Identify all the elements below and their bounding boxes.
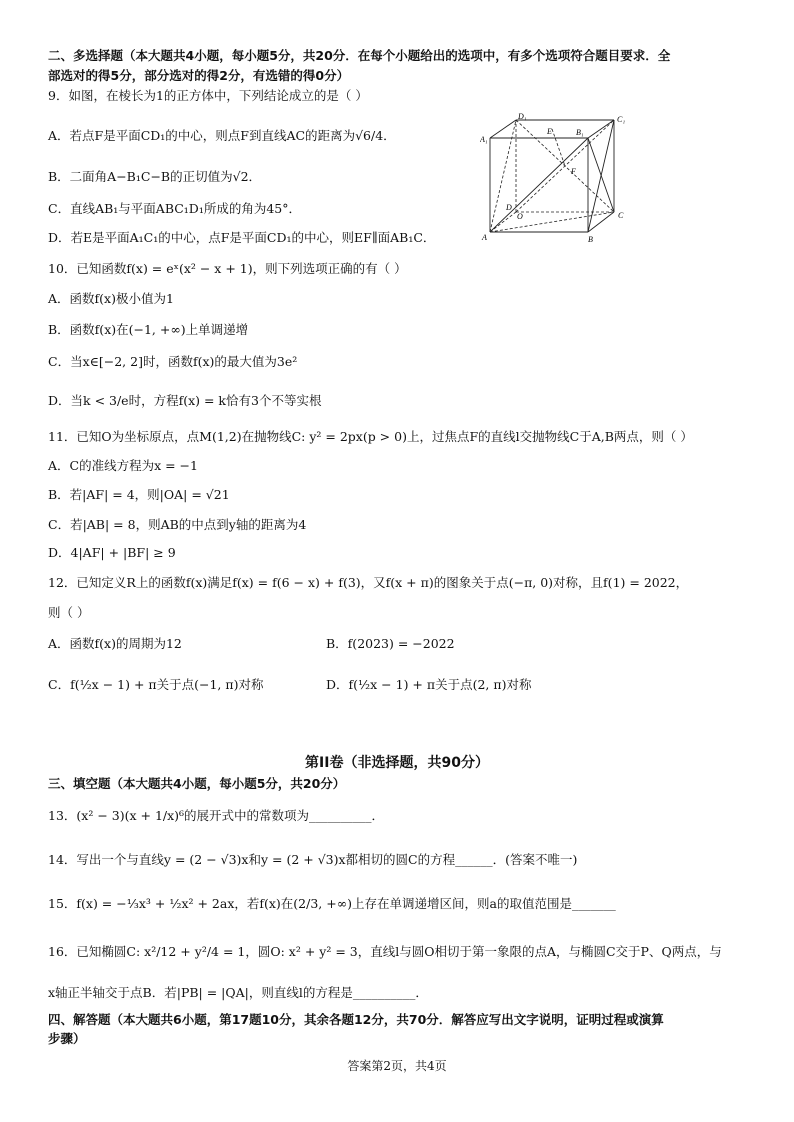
cube-figure (480, 110, 630, 250)
label-F: F (571, 167, 576, 176)
label-A1: A₁ (480, 135, 488, 144)
edge-A1D1 (490, 120, 516, 138)
section2-header-line2: 部选对的得5分，部分选对的得2分，有选错的得0分） (48, 68, 350, 83)
segment-EF-hidden (552, 129, 565, 166)
q16-line1: 16．已知椭圆C: x²/12 + y²/4 = 1，圆O: x² + y² = 3，直线l与圆O相切于第一象限的点A，与椭圆C交于P、Q两点，与 (48, 944, 722, 959)
q12-option-a: A．函数f(x)的周期为12 (48, 636, 182, 651)
q9-option-c: C．直线AB₁与平面ABC₁D₁所成的角为45°． (48, 201, 301, 216)
q11-option-a: A．C的准线方程为x = −1 (48, 458, 198, 473)
section3-header: 三、填空题（本大题共4小题，每小题5分，共20分） (48, 776, 346, 791)
q10-stem: 10．已知函数f(x) = eˣ(x² − x + 1)，则下列选项正确的有（ ） (48, 261, 407, 276)
label-A: A (482, 233, 487, 242)
label-D1: D₁ (518, 112, 527, 121)
section4-header-line2: 步骤） (48, 1031, 86, 1046)
q12-option-c: C．f(½x − 1) + π关于点(−1, π)对称 (48, 677, 264, 692)
q11-stem: 11．已知O为坐标原点，点M(1,2)在抛物线C: y² = 2px(p > 0)上，过焦点F的直线l交抛物线C于A,B两点，则（ ） (48, 429, 693, 444)
part2-title: 第II卷（非选择题，共90分） (305, 755, 489, 771)
q11-option-b: B．若|AF| = 4，则|OA| = √21 (48, 487, 230, 502)
label-B: B (588, 235, 593, 244)
q16-line2: x轴正半轴交于点B．若|PB| = |QA|，则直线l的方程是__________． (48, 985, 428, 1000)
q10-option-a: A．函数f(x)极小值为1 (48, 291, 174, 306)
q12-stem-line2: 则（ ） (48, 605, 90, 620)
q9-option-a: A．若点F是平面CD₁的中心，则点F到直线AC的距离为√6/4． (48, 128, 396, 143)
q12-option-d: D．f(½x − 1) + π关于点(2, π)对称 (326, 677, 532, 692)
q11-option-c: C．若|AB| = 8，则AB的中点到y轴的距离为4 (48, 517, 307, 532)
label-E: E (547, 127, 552, 136)
q9-option-b: B．二面角A−B₁C−B的正切值为√2． (48, 169, 262, 184)
q11-option-d: D．4|AF| + |BF| ≥ 9 (48, 545, 176, 560)
q10-option-d: D．当k < 3/e时，方程f(x) = k恰有3个不等实根 (48, 393, 322, 408)
label-O: O (517, 212, 523, 221)
q15: 15．f(x) = −⅓x³ + ½x² + 2ax，若f(x)在(2/3, +∞)上存在单调递增区间，则a的取值范围是_______ (48, 896, 616, 911)
q12-stem-line1: 12．已知定义R上的函数f(x)满足f(x) = f(6 − x) + f(3)，又f(x + π)的图象关于点(−π, 0)对称，且f(1) = 2022， (48, 575, 689, 590)
diag-AB1 (490, 138, 588, 232)
section4-header-line1: 四、解答题（本大题共6小题，第17题10分，其余各题12分，共70分．解答应写出文字说明，证明过程或演算 (48, 1012, 664, 1027)
q10-option-b: B．函数f(x)在(−1, +∞)上单调递增 (48, 322, 249, 337)
label-C: C (618, 211, 624, 220)
q10-option-c: C．当x∈[−2, 2]时，函数f(x)的最大值为3e² (48, 354, 298, 369)
q9-stem: 9．如图，在棱长为1的正方体中，下列结论成立的是（ ） (48, 88, 368, 103)
label-D: D (506, 203, 512, 212)
q13: 13．(x² − 3)(x + 1/x)⁶的展开式中的常数项为__________． (48, 808, 385, 823)
q12-option-b: B．f(2023) = −2022 (326, 636, 455, 651)
q9-option-d: D．若E是平面A₁C₁的中心，点F是平面CD₁的中心，则EF∥面AB₁C． (48, 230, 436, 245)
section2-header-line1: 二、多选择题（本大题共4小题，每小题5分，共20分．在每个小题给出的选项中，有多个选项符合题目要求．全 (48, 48, 671, 63)
q14: 14．写出一个与直线y = (2 − √3)x和y = (2 + √3)x都相切的圆C的方程______．(答案不唯一) (48, 852, 578, 867)
diag-AC-hidden (490, 212, 614, 232)
page-footer: 答案第2页，共4页 (347, 1059, 447, 1073)
label-C1: C₁ (617, 115, 626, 124)
label-B1: B₁ (576, 128, 584, 137)
